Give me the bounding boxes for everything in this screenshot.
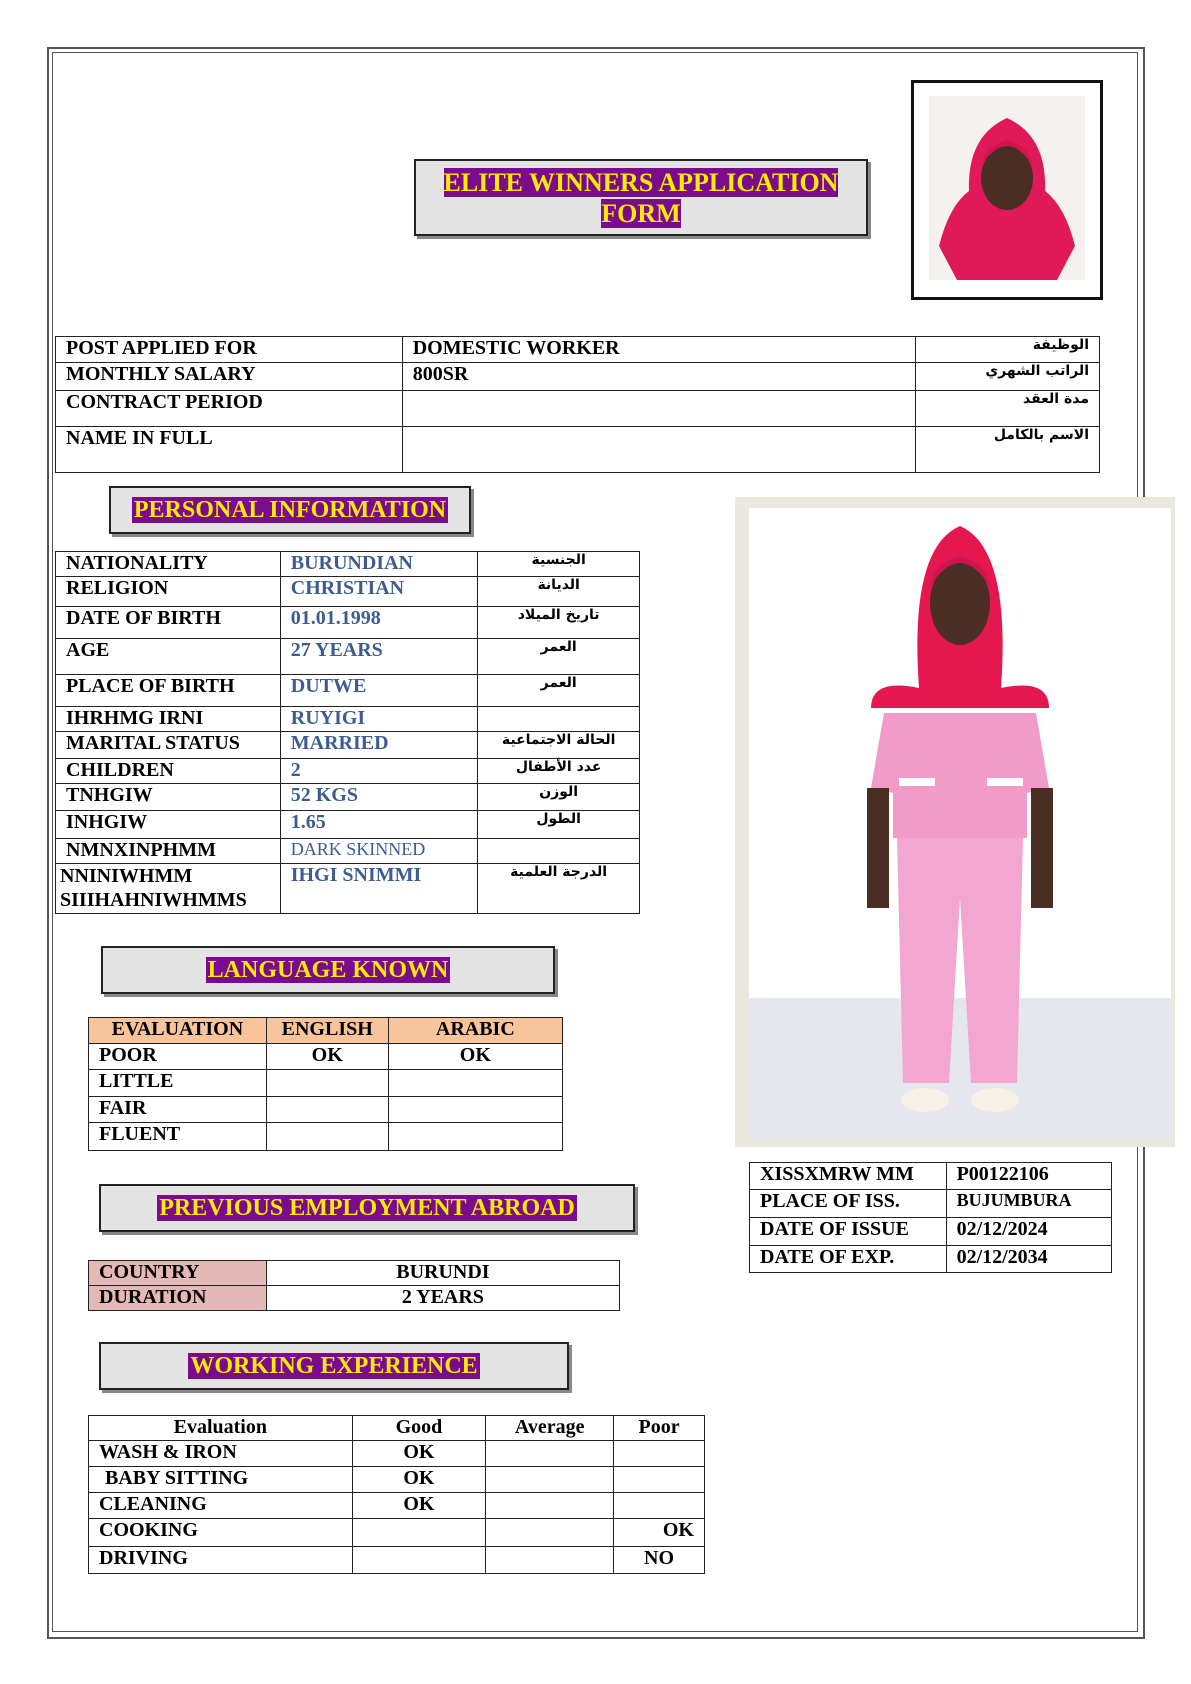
personal-info-heading-text: PERSONAL INFORMATION <box>133 497 447 523</box>
label-contract-period: CONTRACT PERIOD <box>56 391 403 427</box>
language-heading <box>101 946 555 994</box>
passport-value-expiry: 02/12/2034 <box>946 1246 1111 1273</box>
value-education: IHGI SNIMMI <box>280 864 478 914</box>
lang-arabic-fair <box>388 1097 562 1123</box>
arabic-date-of-birth: تاريخ الميلاد <box>478 607 640 639</box>
lang-english-poor: OK <box>266 1044 388 1070</box>
arabic-row-6 <box>478 707 640 732</box>
label-weight: TNHGIW <box>56 784 281 811</box>
exp-average <box>486 1493 614 1519</box>
exp-good: OK <box>352 1441 486 1467</box>
lang-arabic-poor: OK <box>388 1044 562 1070</box>
passport-label-expiry: DATE OF EXP. <box>750 1246 947 1273</box>
value-religion: CHRISTIAN <box>280 577 478 607</box>
arabic-children: عدد الأطفال <box>478 759 640 784</box>
lang-arabic-little <box>388 1070 562 1097</box>
exp-skill-label: BABY SITTING <box>89 1467 353 1493</box>
exp-poor <box>614 1493 705 1519</box>
exp-skill-label: COOKING <box>89 1519 353 1547</box>
exp-header-evaluation: Evaluation <box>89 1416 353 1441</box>
label-education: NNINIWHMM SIIIHAHNIWHMMS <box>56 864 281 914</box>
personal-info-table <box>55 551 640 914</box>
arabic-weight: الوزن <box>478 784 640 811</box>
label-post-applied: POST APPLIED FOR <box>56 337 403 363</box>
arabic-post-applied: الوظيفة <box>916 337 1100 363</box>
portrait-photo <box>911 80 1103 300</box>
passport-label-issue: DATE OF ISSUE <box>750 1218 947 1246</box>
label-place-of-birth: PLACE OF BIRTH <box>56 675 281 707</box>
label-children: CHILDREN <box>56 759 281 784</box>
exp-good <box>352 1519 486 1547</box>
previous-employment-heading <box>99 1184 635 1232</box>
value-name-full <box>402 427 915 473</box>
exp-average <box>486 1441 614 1467</box>
arabic-complexion <box>478 839 640 864</box>
label-nationality: NATIONALITY <box>56 552 281 577</box>
personal-info-heading <box>109 486 471 534</box>
arabic-place-of-birth: العمر <box>478 675 640 707</box>
arabic-monthly-salary: الراتب الشهري <box>916 363 1100 391</box>
label-age: AGE <box>56 639 281 675</box>
lang-english-fair <box>266 1097 388 1123</box>
working-experience-heading <box>99 1342 569 1390</box>
exp-average <box>486 1467 614 1493</box>
exp-header-average: Average <box>486 1416 614 1441</box>
working-experience-table <box>88 1415 705 1574</box>
lang-row-label: LITTLE <box>89 1070 267 1097</box>
label-date-of-birth: DATE OF BIRTH <box>56 607 281 639</box>
passport-table <box>749 1162 1112 1273</box>
passport-label-number: XISSXMRW MM <box>750 1163 947 1190</box>
lang-row-label: POOR <box>89 1044 267 1070</box>
prev-label-country: COUNTRY <box>89 1261 267 1286</box>
value-age: 27 YEARS <box>280 639 478 675</box>
exp-poor <box>614 1441 705 1467</box>
lang-header-english: ENGLISH <box>266 1018 388 1044</box>
previous-employment-heading-text: PREVIOUS EMPLOYMENT ABROAD <box>159 1195 575 1221</box>
form-title-line1: ELITE WINNERS APPLICATION <box>443 168 839 197</box>
value-row-6: RUYIGI <box>280 707 478 732</box>
value-children: 2 <box>280 759 478 784</box>
lang-arabic-fluent <box>388 1123 562 1151</box>
language-heading-text: LANGUAGE KNOWN <box>207 957 449 983</box>
value-complexion: DARK SKINNED <box>280 839 478 864</box>
exp-good: OK <box>352 1493 486 1519</box>
prev-value-country: BURUNDI <box>266 1261 619 1286</box>
lang-header-evaluation: EVALUATION <box>89 1018 267 1044</box>
lang-row-label: FLUENT <box>89 1123 267 1151</box>
previous-employment-table <box>88 1260 620 1311</box>
label-complexion: NMNXINPHMM <box>56 839 281 864</box>
lang-header-arabic: ARABIC <box>388 1018 562 1044</box>
exp-skill-label: DRIVING <box>89 1547 353 1574</box>
value-date-of-birth: 01.01.1998 <box>280 607 478 639</box>
passport-label-place: PLACE OF ISS. <box>750 1190 947 1218</box>
label-row-6: IHRHMG IRNI <box>56 707 281 732</box>
exp-good: OK <box>352 1467 486 1493</box>
arabic-nationality: الجنسية <box>478 552 640 577</box>
arabic-name-full: الاسم بالكامل <box>916 427 1100 473</box>
form-title-line2: FORM <box>601 199 681 228</box>
lang-row-label: FAIR <box>89 1097 267 1123</box>
passport-value-place: BUJUMBURA <box>946 1190 1111 1218</box>
language-table <box>88 1017 563 1151</box>
passport-value-issue: 02/12/2024 <box>946 1218 1111 1246</box>
arabic-education: الدرجة العلمية <box>478 864 640 914</box>
form-title <box>414 159 868 236</box>
value-weight: 52 KGS <box>280 784 478 811</box>
job-info-table <box>55 336 1100 473</box>
prev-label-duration: DURATION <box>89 1286 267 1311</box>
lang-english-little <box>266 1070 388 1097</box>
arabic-marital-status: الحالة الاجتماعية <box>478 732 640 759</box>
exp-good <box>352 1547 486 1574</box>
working-experience-heading-text: WORKING EXPERIENCE <box>190 1353 478 1379</box>
exp-skill-label: WASH & IRON <box>89 1441 353 1467</box>
label-name-full: NAME IN FULL <box>56 427 403 473</box>
exp-skill-label: CLEANING <box>89 1493 353 1519</box>
full-body-photo <box>749 508 1171 1138</box>
exp-poor: OK <box>614 1519 705 1547</box>
label-marital-status: MARITAL STATUS <box>56 732 281 759</box>
label-height: INHGIW <box>56 811 281 839</box>
arabic-religion: الديانة <box>478 577 640 607</box>
value-place-of-birth: DUTWE <box>280 675 478 707</box>
arabic-contract-period: مدة العقد <box>916 391 1100 427</box>
exp-poor: NO <box>614 1547 705 1574</box>
value-contract-period <box>402 391 915 427</box>
label-religion: RELIGION <box>56 577 281 607</box>
arabic-age: العمر <box>478 639 640 675</box>
value-nationality: BURUNDIAN <box>280 552 478 577</box>
value-monthly-salary: 800SR <box>402 363 915 391</box>
exp-header-good: Good <box>352 1416 486 1441</box>
lang-english-fluent <box>266 1123 388 1151</box>
exp-average <box>486 1547 614 1574</box>
arabic-height: الطول <box>478 811 640 839</box>
value-height: 1.65 <box>280 811 478 839</box>
exp-average <box>486 1519 614 1547</box>
exp-header-poor: Poor <box>614 1416 705 1441</box>
value-marital-status: MARRIED <box>280 732 478 759</box>
passport-value-number: P00122106 <box>946 1163 1111 1190</box>
exp-poor <box>614 1467 705 1493</box>
label-monthly-salary: MONTHLY SALARY <box>56 363 403 391</box>
value-post-applied: DOMESTIC WORKER <box>402 337 915 363</box>
prev-value-duration: 2 YEARS <box>266 1286 619 1311</box>
